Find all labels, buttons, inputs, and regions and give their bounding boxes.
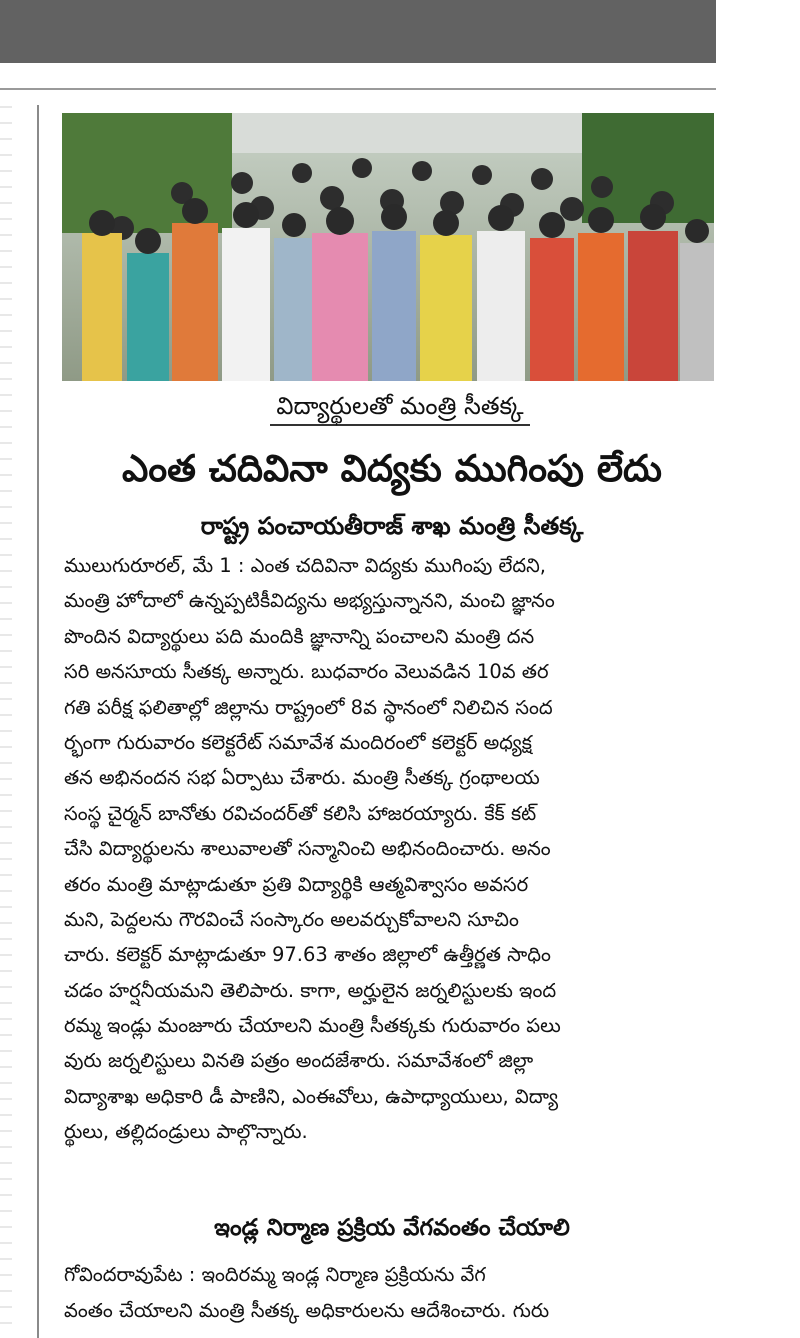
header-banner <box>0 0 716 63</box>
body-line: ర్భంగా గురువారం కలెక్టరేట్ సమావేశ మందిరంలో కలెక్టర్ అధ్యక్ష <box>64 730 532 754</box>
second-article-headline: ఇండ్ల నిర్మాణ ప్రక్రియ వేగవంతం చేయాలి <box>214 1215 570 1241</box>
body-line: గతి పరీక్ష ఫలితాల్లో జిల్లాను రాష్ట్రంలో 8వ స్థానంలో నిలిచిన సంద <box>64 695 553 719</box>
photo-caption <box>0 392 800 426</box>
body-line: వురు జర్నలిస్టులు వినతి పత్రం అందజేశారు. సమావేశంలో జిల్లా <box>64 1049 534 1073</box>
body-line: రమ్మ ఇండ్లు మంజూరు చేయాలని మంత్రి సీతక్కకు గురువారం పలు <box>64 1014 561 1038</box>
divider <box>0 88 716 90</box>
article-body <box>64 548 716 1150</box>
body-line: చడం హర్షనీయమని తెలిపారు. కాగా, అర్హులైన జర్నలిస్టులకు ఇంద <box>64 978 557 1002</box>
second-article-body <box>64 1257 716 1329</box>
adjacent-column-edge <box>0 92 12 1338</box>
body-line: వంతం చేయాలని మంత్రి సీతక్క అధికారులను ఆదేశించారు. గురు <box>64 1299 550 1322</box>
body-line: మంత్రి హోదాలో ఉన్నప్పటికీవిద్యను అభ్యస్తున్నానని, మంచి జ్ఞానం <box>64 589 555 613</box>
body-line: తన అభినందన సభ ఏర్పాటు చేశారు. మంత్రి సీతక్క గ్రంథాలయ <box>64 766 540 790</box>
body-line: విద్యాశాఖ అధికారి డీ పాణిని, ఎంఈవోలు, ఉపాధ్యాయులు, విద్యా <box>64 1084 559 1108</box>
news-photo <box>62 113 714 381</box>
body-line: మని, పెద్దలను గౌరవించే సంస్కారం అలవర్చుకోవాలని సూచిం <box>64 907 519 931</box>
photo-caption-text: విద్యార్థులతో మంత్రి సీతక్క <box>270 392 529 426</box>
body-line: చారు. కలెక్టర్ మాట్లాడుతూ 97.63 శాతం జిల్లాలో ఉత్తీర్ణత సాధిం <box>64 943 551 967</box>
body-line: పొందిన విద్యార్థులు పది మందికి జ్ఞానాన్ని పంచాలని మంత్రి దన <box>64 624 535 648</box>
article-headline: ఎంత చదివినా విద్యకు ముగింపు లేదు <box>122 447 662 490</box>
body-line: ర్థులు, తల్లిదండ్రులు పాల్గొన్నారు. <box>64 1120 308 1144</box>
body-line: చేసి విద్యార్థులను శాలువాలతో సన్మానించి అభినందించారు. అనం <box>64 837 551 861</box>
article-subheadline: రాష్ట్ర పంచాయతీరాజ్ శాఖ మంత్రి సీతక్క <box>200 512 584 540</box>
body-line: ములుగురూరల్, మే 1 : ఎంత చదివినా విద్యకు ముగింపు లేదని, <box>64 554 546 577</box>
body-line: సంస్థ చైర్మన్ బానోతు రవిచందర్‌తో కలిసి హాజరయ్యారు. కేక్ కట్ <box>64 801 537 825</box>
body-line: గోవిందరావుపేట : ఇందిరమ్మ ఇండ్ల నిర్మాణ ప్రక్రియను వేగ <box>64 1263 486 1286</box>
body-line: తరం మంత్రి మాట్లాడుతూ ప్రతి విద్యార్థికి ఆత్మవిశ్వాసం అవసర <box>64 872 529 896</box>
body-line: సరి అనసూయ సీతక్క అన్నారు. బుధవారం వెలువడిన 10వ తర <box>64 660 549 684</box>
column-divider <box>37 105 39 1338</box>
